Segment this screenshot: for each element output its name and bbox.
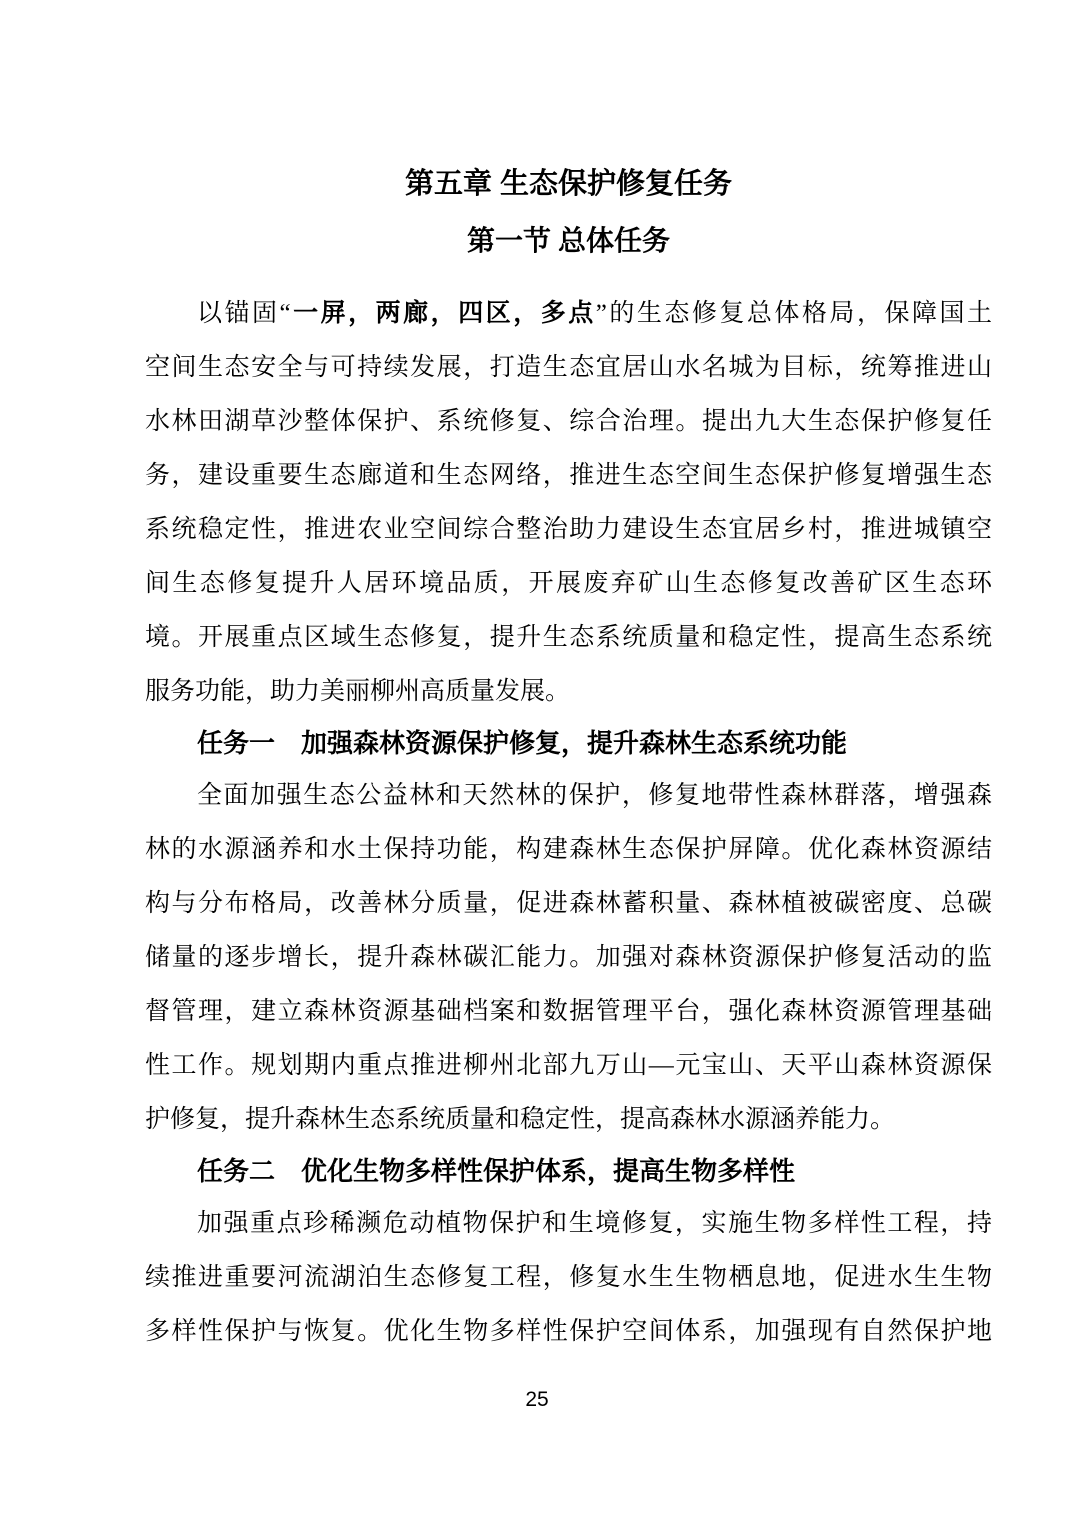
task-heading: 任务二 优化生物多样性保护体系，提高生物多样性 [197, 1157, 796, 1186]
text-run: 护修复，提升森林生态系统质量和稳定性，提高森林水源涵养能力。 [145, 1106, 896, 1133]
text-line [145, 931, 992, 985]
text-run: 间生态修复提升人居环境品质，开展废弃矿山生态修复改善矿区生态环 [145, 570, 992, 597]
text-line [145, 341, 992, 395]
text-run: 境。开展重点区域生态修复，提升生态系统质量和稳定性，提高生态系统 [145, 624, 992, 651]
text-line [145, 611, 992, 665]
text-run: 督管理，建立森林资源基础档案和数据管理平台，强化森林资源管理基础 [145, 998, 992, 1025]
text-run: 系统稳定性，推进农业空间综合整治助力建设生态宜居乡村，推进城镇空 [145, 516, 992, 543]
text-line [145, 985, 992, 1039]
page-number: 25 [525, 1388, 549, 1411]
text-run: 加强重点珍稀濒危动植物保护和生境修复，实施生物多样性工程，持 [197, 1210, 992, 1237]
text-run: 林的水源涵养和水土保持功能，构建森林生态保护屏障。优化森林资源结 [145, 836, 992, 863]
text-run: ”的生态修复总体格局，保障国土 [595, 300, 992, 327]
section-title: 第一节 总体任务 [466, 226, 670, 257]
text-run: 性工作。规划期内重点推进柳州北部九万山—元宝山、天平山森林资源保 [145, 1052, 992, 1079]
text-run: 空间生态安全与可持续发展，打造生态宜居山水名城为目标，统筹推进山 [145, 354, 992, 381]
text-line [145, 287, 992, 341]
text-run: 全面加强生态公益林和天然林的保护，修复地带性森林群落，增强森 [197, 782, 992, 809]
text-line [145, 395, 992, 449]
chapter-title: 第五章 生态保护修复任务 [404, 168, 733, 200]
text-line [145, 1251, 992, 1305]
text-line [145, 557, 992, 611]
text-line [145, 769, 992, 823]
text-line [145, 1039, 992, 1093]
text-line [145, 1093, 992, 1147]
text-run: 续推进重要河流湖泊生态修复工程，修复水生生物栖息地，促进水生生物 [145, 1264, 992, 1291]
text-line [145, 823, 992, 877]
text-run: 以锚固“ [197, 300, 291, 327]
document-body [145, 287, 992, 1359]
task-heading: 任务一 加强森林资源保护修复，提升森林生态系统功能 [197, 729, 848, 758]
text-line [145, 665, 992, 719]
text-line [145, 877, 992, 931]
text-line [145, 449, 992, 503]
text-run: 服务功能，助力美丽柳州高质量发展。 [145, 678, 571, 705]
text-line [145, 1197, 992, 1251]
bold-text-run: 一屏，两廊，四区，多点 [290, 300, 596, 327]
text-line [145, 1305, 992, 1359]
text-run: 水林田湖草沙整体保护、系统修复、综合治理。提出九大生态保护修复任 [145, 408, 992, 435]
text-run: 构与分布格局，改善林分质量，促进森林蓄积量、森林植被碳密度、总碳 [145, 890, 992, 917]
text-run: 务，建设重要生态廊道和生态网络，推进生态空间生态保护修复增强生态 [145, 462, 992, 489]
text-line [145, 503, 992, 557]
text-run: 储量的逐步增长，提升森林碳汇能力。加强对森林资源保护修复活动的监 [145, 944, 992, 971]
text-run: 多样性保护与恢复。优化生物多样性保护空间体系，加强现有自然保护地 [145, 1318, 992, 1345]
